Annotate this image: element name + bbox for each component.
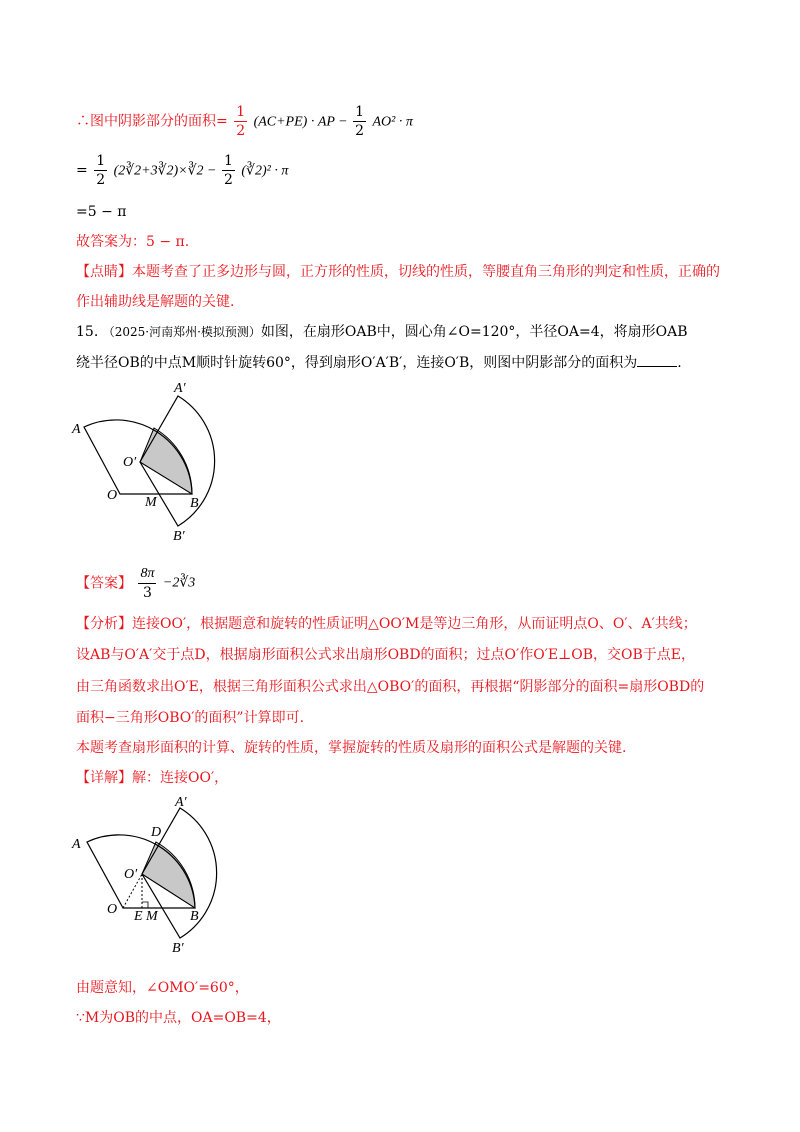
problem-text-2: 绕半径OB的中点M顺时针旋转60°，得到扇形O′A′B′，连接O′B，则图中阴影部分的面积为: [76, 355, 638, 371]
figure-2: [60, 790, 240, 960]
analysis-line-1: [76, 614, 697, 634]
right-angle-mark: [142, 902, 148, 908]
detail-tag: 【详解】: [76, 770, 132, 786]
detail-line: [76, 768, 228, 788]
label-b-prime: B′: [173, 529, 185, 544]
problem-line-1: [76, 322, 688, 342]
answer-statement: 故答案为：5 − π.: [76, 234, 190, 250]
label-a: A: [72, 422, 81, 437]
figure-1: [60, 375, 240, 550]
solution-line-2-expr: (2∛2+3∛2)×∛2 −: [113, 163, 220, 179]
label-d: D: [151, 825, 162, 840]
solution-line-1-expr: (AC+PE) · AP −: [253, 114, 352, 130]
bottom-line-1: 由题意知，∠OMO′=60°，: [76, 980, 249, 996]
comment-line-2: 作出辅助线是解题的关键.: [76, 294, 235, 310]
answer-fraction: [138, 565, 156, 602]
label-e: E: [134, 909, 143, 924]
label-o: O: [107, 488, 118, 503]
solution-line-1: [76, 103, 413, 140]
comment-tag: 【点睛】: [76, 264, 132, 280]
comment-text-1: 本题考查了正多边形与圆，正方形的性质，切线的性质，等腰直角三角形的判定和性质，正确的: [132, 264, 720, 280]
label-m: M: [145, 495, 157, 510]
answer-tail: −2∛3: [162, 575, 196, 591]
problem-text-1: 如图，在扇形OAB中，圆心角∠O=120°，半径OA=4，将扇形OAB: [260, 324, 688, 340]
solution-line-2-tail: (∛2)² · π: [241, 163, 289, 179]
answer-blank: [637, 366, 677, 367]
label-o-2: O: [107, 902, 118, 917]
analysis-text-1: 连接OO′，根据题意和旋转的性质证明△OO′M是等边三角形，从而证明点O、O′、A′共线；: [132, 616, 697, 632]
solution-line-1-tail: AO² · π: [372, 114, 413, 130]
answer-tag: 【答案】: [76, 575, 132, 592]
detail-text: 解：连接OO′，: [132, 770, 229, 786]
half-fraction-4: $\frac{1}{2}$: [224, 153, 233, 188]
half-fraction-1: $\frac{1}{2}$: [236, 104, 246, 139]
analysis-line-4: 面积−三角形OBO′的面积”计算即可.: [76, 710, 305, 726]
comment-line-1: [76, 262, 720, 282]
problem-line-2: 绕半径OB的中点M顺时针旋转60°，得到扇形O′A′B′，连接O′B，则图中阴影部分的面积为 .: [76, 355, 682, 371]
label-o-prime: O′: [123, 455, 137, 470]
problem-source: （2025·河南郑州·模拟预测）: [102, 325, 261, 339]
solution-line-2: = $\frac{1}{2}$ (2∛2+3∛2)×∛2 − $\frac{1}{2}$ (∛2)² · π: [76, 153, 289, 188]
problem-number: 15.: [76, 324, 99, 340]
solution-line-1-prefix: ∴图中阴影部分的面积=: [76, 113, 228, 130]
analysis-tag: 【分析】: [76, 616, 132, 632]
answer-denominator: 3: [143, 585, 152, 601]
analysis-line-3: 由三角函数求出O′E，根据三角形面积公式求出△OBO′的面积，再根据“阴影部分的面积=扇形OBD的: [76, 679, 705, 695]
label-a-2: A: [72, 837, 81, 852]
shaded-region-2: [142, 842, 195, 908]
answer-numerator: 8π: [138, 565, 156, 584]
half-fraction-2: $\frac{1}{2}$: [355, 104, 365, 139]
label-a-prime-2: A′: [175, 795, 187, 810]
label-a-prime: A′: [174, 381, 186, 396]
analysis-line-5: 本题考查扇形面积的计算、旋转的性质，掌握旋转的性质及扇形的面积公式是解题的关键.: [76, 740, 627, 756]
label-m-2: M: [146, 909, 158, 924]
label-b-prime-2: B′: [172, 941, 184, 956]
bottom-line-2: ∵M为OB的中点，OA=OB=4，: [76, 1010, 281, 1026]
answer-line: [76, 565, 195, 602]
solution-line-3: =5 − π: [76, 204, 127, 220]
label-b: B: [190, 496, 199, 511]
half-fraction-3: $\frac{1}{2}$: [96, 153, 106, 188]
label-b-2: B: [190, 909, 199, 924]
label-o-prime-2: O′: [124, 867, 138, 882]
analysis-line-2: 设AB与O′A′交于点D，根据扇形面积公式求出扇形OBD的面积；过点O′作O′E⊥OB，交OB于点E，: [76, 647, 696, 663]
